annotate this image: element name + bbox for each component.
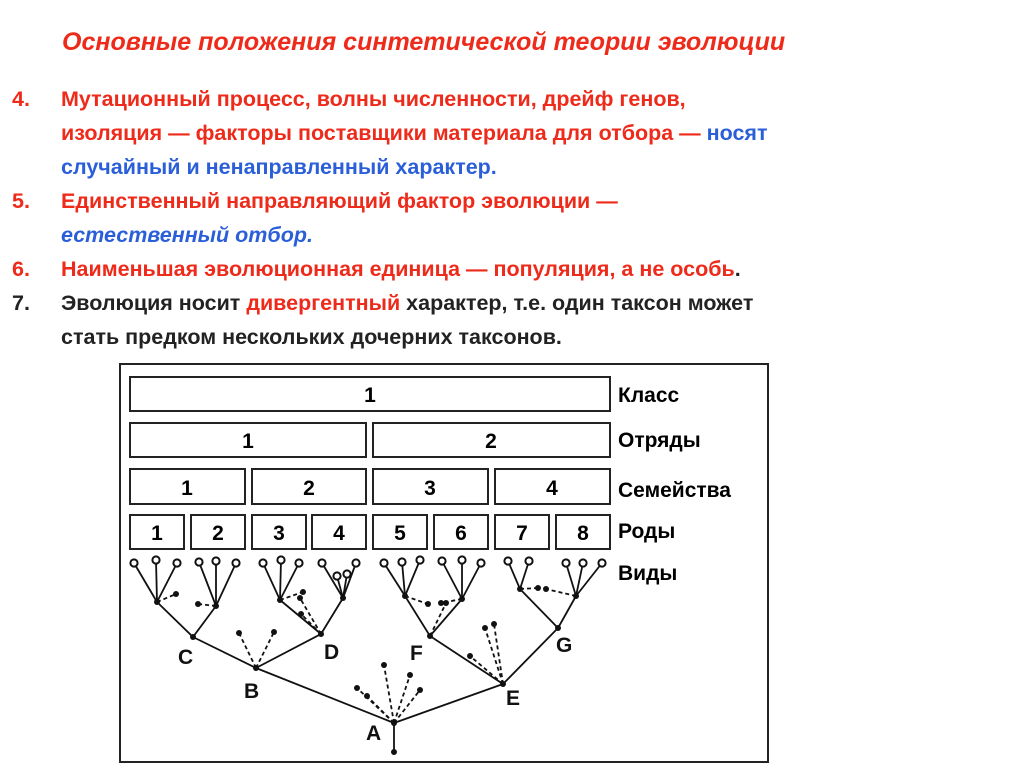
point-text-line: случайный и ненаправленный характер. [61,155,497,179]
species-circle [333,572,340,579]
species-circle [398,558,405,565]
species-circle [477,559,484,566]
slide-title: Основные положения синтетической теории эволюции [62,28,786,56]
genus-box-label: 6 [455,522,467,545]
point-text-line: Единственный направляющий фактор эволюции — [61,189,618,213]
level-label-orders: Отряды [618,429,701,452]
branch-node [573,593,579,599]
species-circle [259,559,266,566]
branch-node [354,685,360,691]
branch-line [216,563,236,606]
branch-node [298,611,304,617]
branch-line [263,563,280,600]
species-circle [232,559,239,566]
genus-box-label: 2 [212,522,224,545]
family-box-label: 4 [546,477,558,500]
branch-line [343,563,356,598]
point-number: 7. [12,291,30,315]
branch-node [443,600,449,606]
branch-line [405,560,420,596]
extinct-branch [384,665,394,723]
species-circle [598,559,605,566]
species-circle [295,559,302,566]
branch-line [558,596,576,628]
branch-line [462,563,481,599]
branch-line [134,563,157,602]
node-label-d: D [324,641,340,664]
species-circle [130,559,137,566]
species-circle [173,559,180,566]
point-text-fragment: Эволюция носит [61,291,247,315]
branch-node [190,634,196,640]
point-text-line: стать предком нескольких дочерних таксонов. [61,325,562,349]
point-highlight-text: носят [706,121,768,145]
node-label-c: C [178,646,194,669]
point-text-fragment: изоляция — факторы поставщики материала для отбора — [61,121,707,145]
branch-line [256,668,394,723]
family-box-label: 3 [424,477,436,500]
point-text-fragment: Наименьшая эволюционная единица — популяция, а не особь [61,257,735,281]
branch-node [459,596,465,602]
point-text-fragment: . [734,257,741,281]
branch-line [156,560,157,602]
branch-node [555,625,561,631]
branch-line [442,561,462,599]
branch-node [318,631,324,637]
species-circle [152,556,159,563]
level-label-genera: Роды [618,520,676,543]
point-highlight-text: естественный отбор. [61,223,313,247]
branch-node [277,597,283,603]
phylogenetic-tree [130,556,605,755]
family-box-label: 1 [181,477,193,500]
branch-node [297,595,303,601]
species-circle [195,558,202,565]
species-circle [277,556,284,563]
branch-node [300,589,306,595]
species-circle [504,557,511,564]
level-label-families: Семейства [618,479,731,502]
species-circle [212,557,219,564]
branch-line [193,637,256,668]
species-circle [562,559,569,566]
species-circle [416,556,423,563]
branch-node [391,749,397,755]
branch-node [195,601,201,607]
branch-node [236,630,242,636]
class-box-label: 1 [364,384,376,407]
node-label-e: E [506,687,521,710]
branch-node [271,629,277,635]
branch-node [402,593,408,599]
branch-line [503,628,558,684]
branch-line [157,602,193,637]
species-circle [380,559,387,566]
branch-line [322,563,343,598]
point-text-fragment: характер, т.е. один таксон может [400,291,754,315]
branch-node [482,625,488,631]
species-circle [525,557,532,564]
genus-box-label: 4 [333,522,345,545]
branch-line [256,634,321,668]
point-text-line: Мутационный процесс, волны численности, дрейф генов, [61,87,686,111]
branch-node [427,633,433,639]
species-circle [438,557,445,564]
node-label-b: B [244,680,260,703]
branch-node [407,672,413,678]
genus-box-label: 7 [516,522,528,545]
genus-box-label: 8 [577,522,589,545]
branch-node [213,603,219,609]
species-circle [579,559,586,566]
point-number: 6. [12,257,30,281]
branch-line [193,606,216,637]
level-label-species: Виды [618,562,678,585]
branch-line [430,636,503,684]
point-number: 5. [12,189,30,213]
branch-line [520,589,558,628]
node-label-g: G [556,634,573,657]
node-label-f: F [410,642,423,665]
level-label-class: Класс [618,384,680,407]
genus-box-label: 5 [394,522,406,545]
node-label-a: A [366,722,382,745]
genus-box-label: 3 [273,522,285,545]
branch-line [394,684,503,723]
branch-node [535,585,541,591]
species-circle [318,559,325,566]
order-box-label: 1 [242,430,254,453]
branch-node [417,687,423,693]
branch-node [543,586,549,592]
extinct-branch [239,633,256,668]
species-circle [458,556,465,563]
extinct-branch [494,624,503,684]
species-circle [352,559,359,566]
branch-line [199,562,216,606]
genus-box-label: 1 [151,522,163,545]
branch-node [391,720,397,726]
branch-line [280,560,281,600]
point-highlight-text: дивергентный [246,291,401,315]
branch-node [364,693,370,699]
extinct-branch [485,628,503,684]
branch-line [321,598,343,634]
branch-node [425,601,431,607]
branch-node [253,665,259,671]
branch-node [340,595,346,601]
branch-node [381,662,387,668]
branch-node [154,599,160,605]
order-box-label: 2 [485,430,497,453]
family-box-label: 2 [303,477,315,500]
branch-node [173,591,179,597]
branch-node [467,653,473,659]
extinct-branch [394,675,410,723]
species-circle [343,570,350,577]
branch-node [517,586,523,592]
branch-line [566,563,576,596]
extinct-branch [546,589,576,596]
point-number: 4. [12,87,30,111]
branch-node [491,621,497,627]
